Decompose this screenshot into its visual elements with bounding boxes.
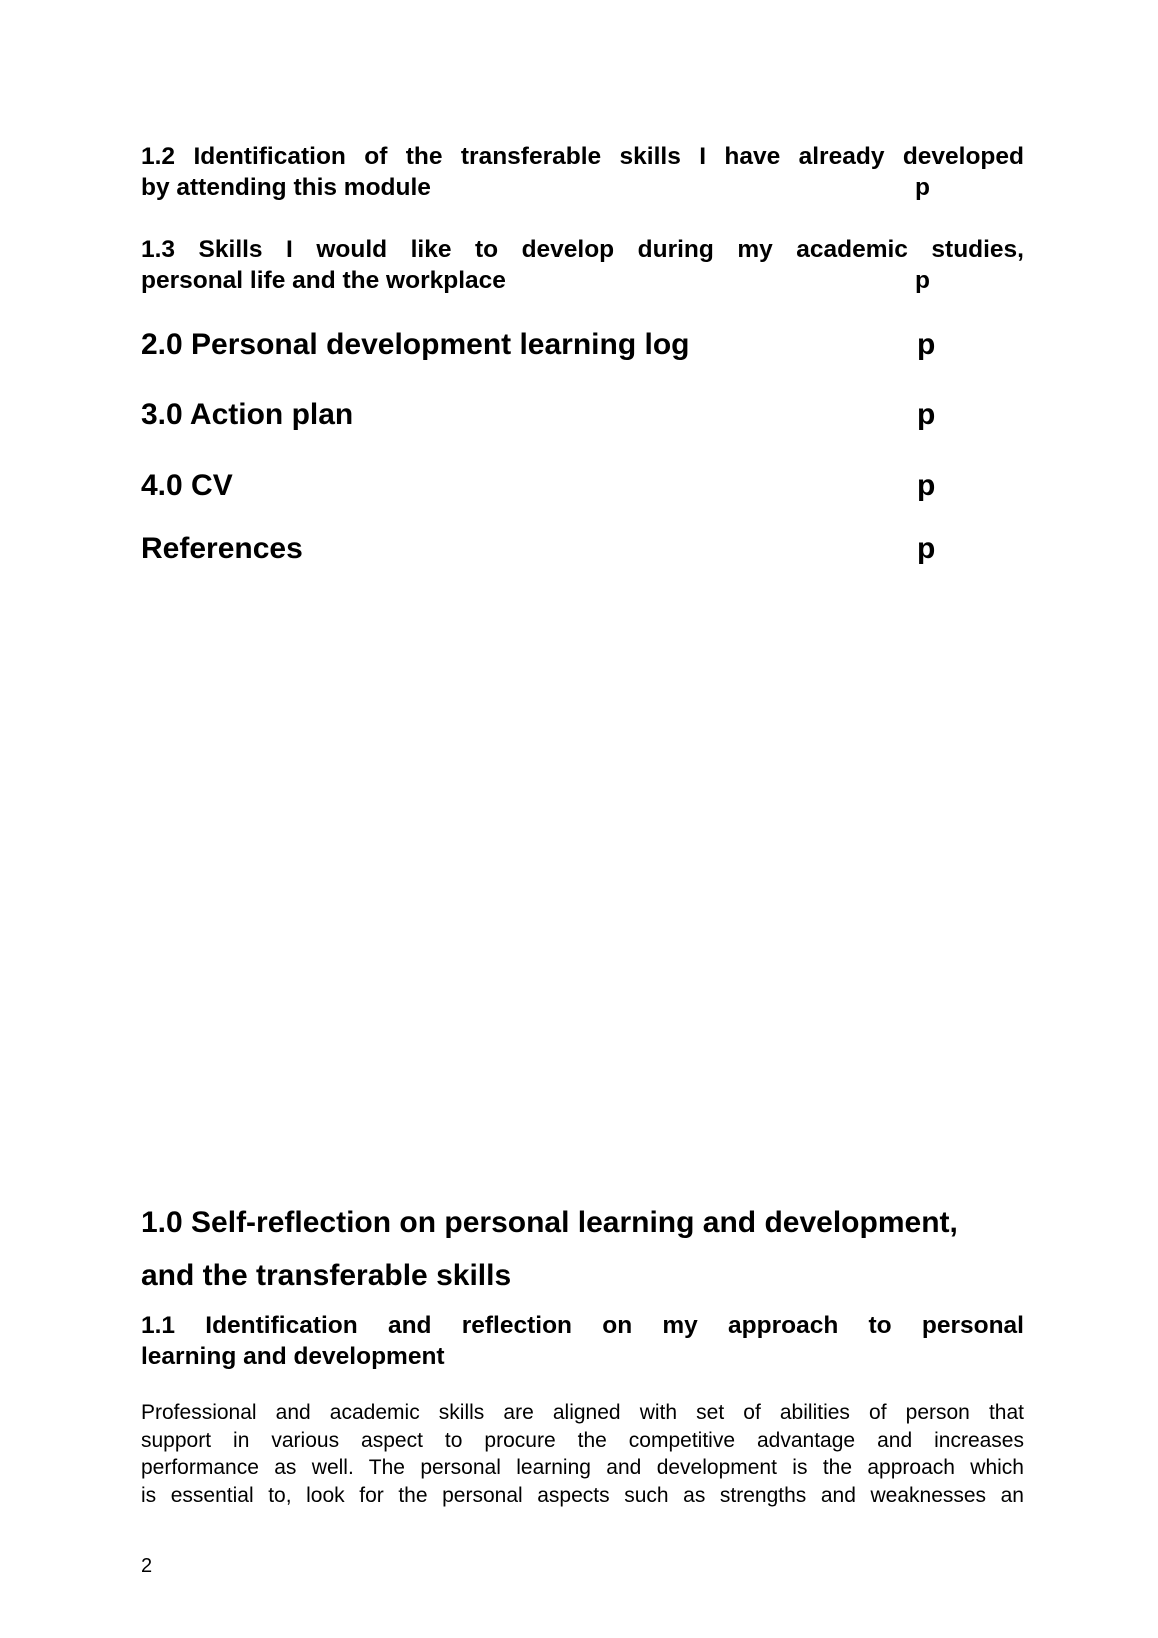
toc-entry-1-3[interactable] xyxy=(141,234,1024,296)
section-heading-line1: 1.0 Self-reflection on personal learning and development, xyxy=(141,1206,958,1239)
toc-page-number: p xyxy=(915,267,930,294)
toc-entry-text: References xyxy=(141,532,303,565)
subsection-heading-line1: 1.1 Identification and reflection on my approach to personal xyxy=(141,1312,1024,1339)
toc-entry-text: 2.0 Personal development learning log xyxy=(141,328,690,361)
section-heading xyxy=(141,1196,1024,1302)
toc-entry-1-2[interactable] xyxy=(141,141,1024,203)
toc-entry-text: 1.2 Identification of the transferable skills I have already developed xyxy=(141,143,1024,170)
section-heading-line2: and the transferable skills xyxy=(141,1259,512,1292)
toc-entry-2-0[interactable] xyxy=(141,328,1024,362)
toc-entry-4-0[interactable] xyxy=(141,469,1024,503)
toc-page-number: p xyxy=(917,328,936,361)
body-paragraph xyxy=(141,1399,1024,1509)
toc-entry-text: 1.3 Skills I would like to develop during my academic studies, xyxy=(141,236,1024,263)
page-number: 2 xyxy=(141,1555,153,1577)
toc-page-number: p xyxy=(917,469,936,502)
paragraph-line: Professional and academic skills are aligned with set of abilities of person that xyxy=(141,1401,1024,1424)
toc-page-number: p xyxy=(917,532,936,565)
toc-entry-text-continued xyxy=(141,265,1024,296)
subsection-heading xyxy=(141,1310,1024,1372)
toc-entry-text-line2: by attending this module xyxy=(141,174,431,201)
toc-page-number: p xyxy=(917,398,936,431)
toc-entry-references[interactable] xyxy=(141,532,1024,566)
paragraph-line: performance as well. The personal learning and development is the approach which xyxy=(141,1456,1024,1479)
toc-entry-text: 3.0 Action plan xyxy=(141,398,354,431)
toc-entry-3-0[interactable] xyxy=(141,398,1024,432)
subsection-heading-line2: learning and development xyxy=(141,1343,445,1370)
toc-entry-text-continued xyxy=(141,172,1024,203)
paragraph-line: support in various aspect to procure the competitive advantage and increases xyxy=(141,1428,1024,1452)
toc-entry-text: 4.0 CV xyxy=(141,469,233,502)
paragraph-line: is essential to, look for the personal aspects such as strengths and weaknesses an xyxy=(141,1483,1024,1507)
toc-page-number: p xyxy=(915,174,930,201)
toc-entry-text-line2: personal life and the workplace xyxy=(141,267,506,294)
